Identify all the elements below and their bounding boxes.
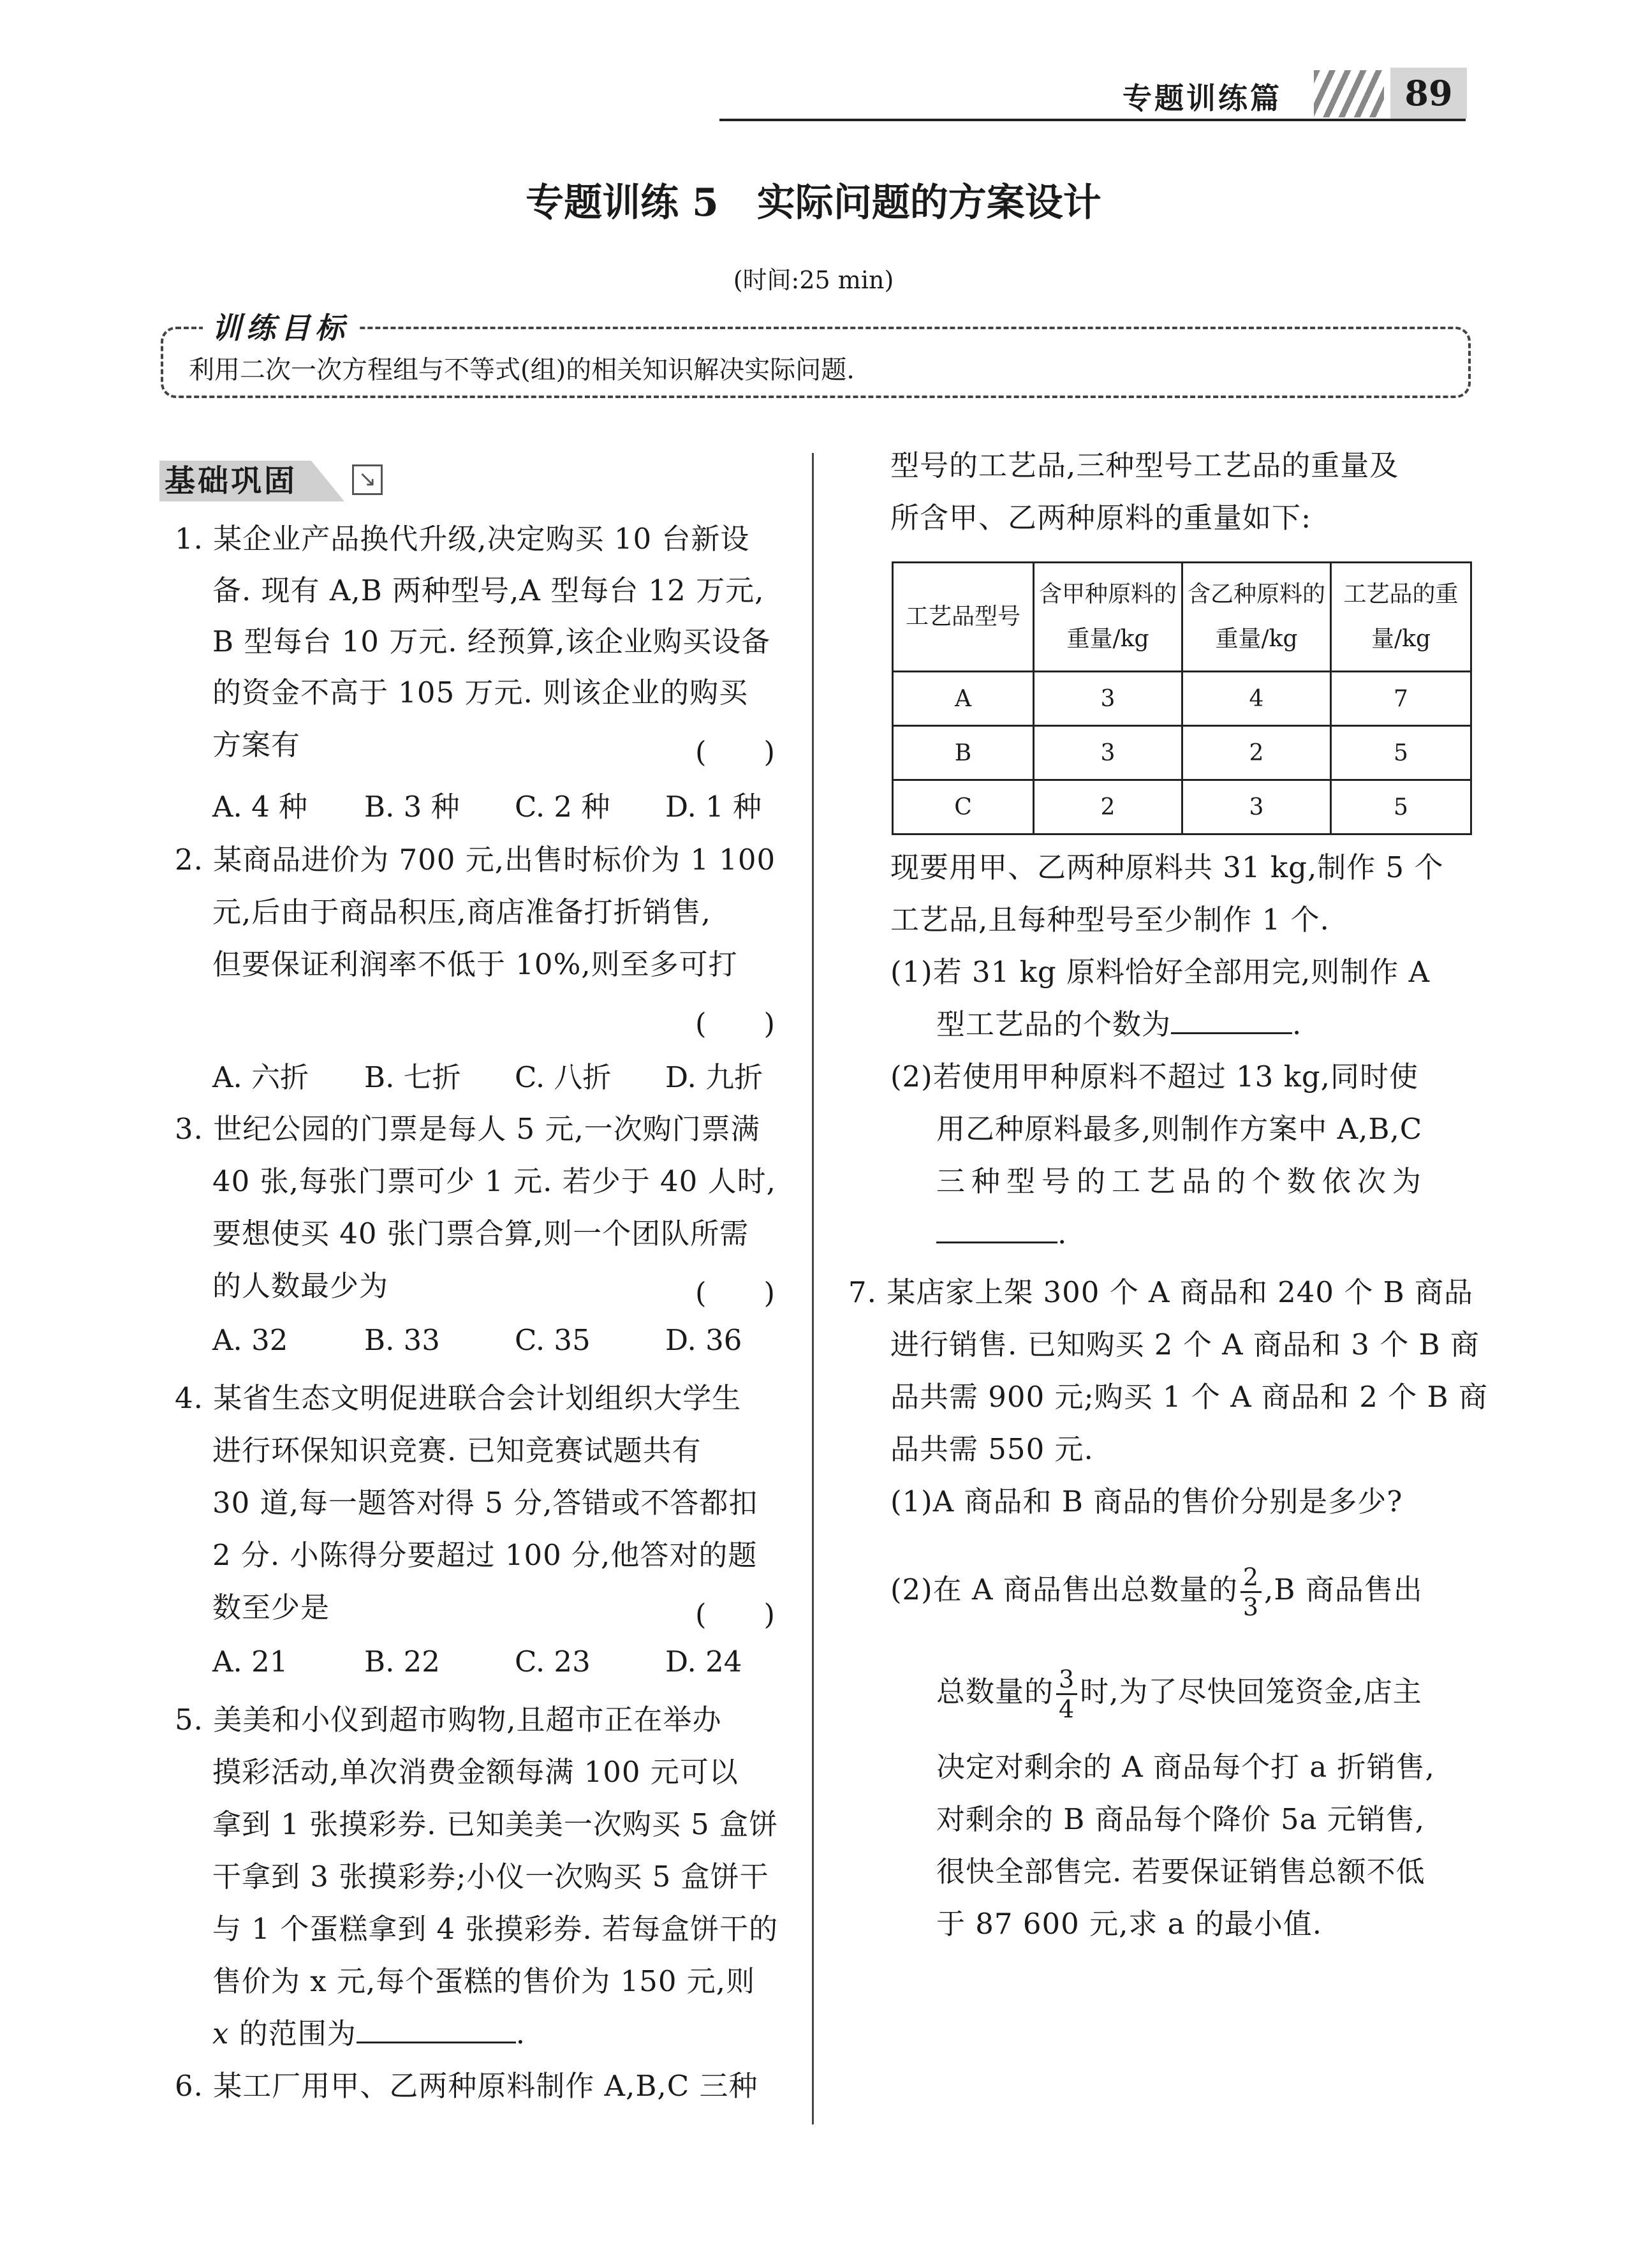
answer-blank[interactable] bbox=[357, 2042, 516, 2043]
q3-line: 3. 世纪公园的门票是每人 5 元,一次购门票满 bbox=[175, 1112, 760, 1146]
q5-line: 拿到 1 张摸彩券. 已知美美一次购买 5 盒饼 bbox=[212, 1807, 779, 1841]
choice: D. 1 种 bbox=[665, 790, 762, 824]
frac-den: 4 bbox=[1059, 1695, 1075, 1723]
fraction-three-quarters bbox=[1056, 1665, 1077, 1723]
q3-line: 要想使买 40 张门票合算,则一个团队所需 bbox=[212, 1217, 749, 1250]
q3-choices bbox=[212, 1323, 742, 1357]
choice: D. 36 bbox=[665, 1323, 742, 1357]
q4-line: 数至少是 bbox=[212, 1590, 330, 1624]
q7-text: 时,为了尽快回笼资金,店主 bbox=[1080, 1675, 1422, 1708]
table-cell: 2 bbox=[1182, 726, 1331, 780]
table-header-cell: 含乙种原料的重量/kg bbox=[1182, 563, 1331, 672]
q6-line: 现要用甲、乙两种原料共 31 kg,制作 5 个 bbox=[890, 850, 1444, 884]
table-cell: B bbox=[893, 726, 1034, 780]
q7-sub2-line: 很快全部售完. 若要保证销售总额不低 bbox=[936, 1855, 1425, 1888]
q6-line: 型号的工艺品,三种型号工艺品的重量及 bbox=[890, 448, 1399, 482]
q3-answer-paren: ( ) bbox=[695, 1276, 776, 1310]
choice: C. 八折 bbox=[515, 1060, 612, 1094]
fraction-two-thirds bbox=[1240, 1563, 1262, 1621]
choice: A. 4 种 bbox=[212, 790, 308, 824]
q1-line: B 型每台 10 万元. 经预算,该企业购买设备 bbox=[212, 625, 771, 658]
table-cell: 4 bbox=[1182, 672, 1331, 726]
q6-sub2-line: (2)若使用甲种原料不超过 13 kg,同时使 bbox=[890, 1060, 1418, 1093]
q7-line: 7. 某店家上架 300 个 A 商品和 240 个 B 商品 bbox=[848, 1275, 1474, 1309]
q6-sub1-text: 型工艺品的个数为 bbox=[936, 1007, 1172, 1041]
q1-line: 方案有 bbox=[212, 728, 301, 762]
q7-line: 进行销售. 已知购买 2 个 A 商品和 3 个 B 商 bbox=[890, 1328, 1480, 1361]
header-rule bbox=[719, 119, 1466, 121]
arrow-icon: ↘ bbox=[352, 464, 383, 495]
q3-line: 40 张,每张门票可少 1 元. 若少于 40 人时, bbox=[212, 1164, 776, 1198]
section-title: 基础巩固 bbox=[165, 463, 298, 499]
choice: C. 23 bbox=[515, 1645, 591, 1679]
goal-heading: 训练目标 bbox=[203, 305, 358, 347]
q6-sub2-end: . bbox=[1057, 1217, 1068, 1250]
time-limit: (时间:25 min) bbox=[733, 266, 894, 294]
choice: D. 九折 bbox=[665, 1060, 763, 1094]
q2-choices bbox=[212, 1054, 763, 1095]
choice: B. 22 bbox=[364, 1645, 440, 1679]
choice: B. 3 种 bbox=[364, 790, 460, 824]
q1-line: 的资金不高于 105 万元. 则该企业的购买 bbox=[212, 676, 749, 709]
page-title: 专题训练 5 实际问题的方案设计 bbox=[526, 181, 1101, 225]
frac-num: 2 bbox=[1240, 1563, 1262, 1593]
q4-choices bbox=[212, 1645, 742, 1679]
materials-table bbox=[892, 561, 1472, 835]
q6-sub2-line: 用乙种原料最多,则制作方案中 A,B,C bbox=[936, 1112, 1423, 1146]
table-row bbox=[893, 780, 1471, 834]
frac-num: 3 bbox=[1056, 1665, 1077, 1695]
table-row bbox=[893, 726, 1471, 780]
variable-x: x bbox=[212, 2017, 230, 2050]
choice: B. 七折 bbox=[364, 1060, 461, 1094]
q2-line: 元,后由于商品积压,商店准备打折销售, bbox=[212, 895, 711, 929]
q7-text: 总数量的 bbox=[936, 1675, 1054, 1708]
q1-answer-paren: ( ) bbox=[695, 735, 776, 769]
q7-line: 品共需 550 元. bbox=[890, 1432, 1094, 1466]
answer-blank[interactable] bbox=[1171, 1032, 1292, 1034]
q5-text: 的范围为 bbox=[229, 2017, 357, 2050]
table-header-cell: 工艺品的重量/kg bbox=[1331, 563, 1471, 672]
q1-line: 备. 现有 A,B 两种型号,A 型每台 12 万元, bbox=[212, 574, 765, 607]
q4-line: 4. 某省生态文明促进联合会计划组织大学生 bbox=[175, 1381, 742, 1415]
answer-blank[interactable] bbox=[936, 1241, 1057, 1243]
choice: D. 24 bbox=[665, 1645, 742, 1679]
q6-line: 所含甲、乙两种原料的重量如下: bbox=[890, 501, 1312, 535]
choice: C. 35 bbox=[515, 1323, 591, 1357]
q4-line: 2 分. 小陈得分要超过 100 分,他答对的题 bbox=[212, 1538, 758, 1572]
q5-line: 与 1 个蛋糕拿到 4 张摸彩券. 若每盒饼干的 bbox=[212, 1912, 779, 1946]
q5-last-line bbox=[212, 2015, 526, 2053]
header-stripes bbox=[1314, 70, 1384, 117]
q4-line: 30 道,每一题答对得 5 分,答错或不答都扣 bbox=[212, 1486, 758, 1520]
choice: B. 33 bbox=[364, 1323, 440, 1357]
q5-line: 干拿到 3 张摸彩券;小仪一次购买 5 盒饼干 bbox=[212, 1860, 769, 1894]
q1-line: 1. 某企业产品换代升级,决定购买 10 台新设 bbox=[175, 522, 750, 556]
table-cell: 5 bbox=[1331, 726, 1471, 780]
choice: C. 2 种 bbox=[515, 790, 610, 824]
goal-text: 利用二次一次方程组与不等式(组)的相关知识解决实际问题. bbox=[189, 355, 855, 385]
q5-line: 售价为 x 元,每个蛋糕的售价为 150 元,则 bbox=[212, 1964, 756, 1998]
q2-answer-paren: ( ) bbox=[695, 1007, 776, 1041]
choice: A. 21 bbox=[212, 1645, 288, 1679]
q6-line: 工艺品,且每种型号至少制作 1 个. bbox=[890, 903, 1330, 937]
q3-line: 的人数最少为 bbox=[212, 1269, 389, 1303]
header-label: 专题训练篇 bbox=[1123, 81, 1282, 115]
column-divider bbox=[812, 453, 814, 2124]
table-row bbox=[893, 672, 1471, 726]
table-cell: 3 bbox=[1034, 672, 1182, 726]
q2-line: 但要保证利润率不低于 10%,则至多可打 bbox=[212, 947, 738, 981]
q6-sub1-line: (1)若 31 kg 原料恰好全部用完,则制作 A bbox=[890, 955, 1431, 989]
q6-line: 6. 某工厂用甲、乙两种原料制作 A,B,C 三种 bbox=[175, 2069, 758, 2103]
table-cell: 3 bbox=[1182, 780, 1331, 834]
frac-den: 3 bbox=[1242, 1593, 1260, 1621]
table-cell: 2 bbox=[1034, 780, 1182, 834]
q7-sub2-line bbox=[890, 1563, 1423, 1621]
q6-sub1-end: . bbox=[1292, 1007, 1302, 1041]
table-cell: 3 bbox=[1034, 726, 1182, 780]
q6-sub2-blank-line bbox=[936, 1215, 1067, 1253]
q7-sub1: (1)A 商品和 B 商品的售价分别是多少? bbox=[890, 1485, 1403, 1518]
q4-answer-paren: ( ) bbox=[695, 1597, 776, 1631]
choice: A. 六折 bbox=[212, 1060, 309, 1094]
table-cell: 5 bbox=[1331, 780, 1471, 834]
q7-sub2-line: 于 87 600 元,求 a 的最小值. bbox=[936, 1907, 1323, 1941]
q7-text: ,B 商品售出 bbox=[1264, 1573, 1423, 1606]
q7-line: 品共需 900 元;购买 1 个 A 商品和 2 个 B 商 bbox=[890, 1380, 1488, 1414]
q2-line: 2. 某商品进价为 700 元,出售时标价为 1 100 bbox=[175, 843, 776, 877]
q6-sub1-line bbox=[936, 1005, 1302, 1044]
q4-line: 进行环保知识竞赛. 已知竞赛试题共有 bbox=[212, 1434, 702, 1467]
page-number: 89 bbox=[1390, 68, 1467, 119]
table-header-cell: 含甲种原料的重量/kg bbox=[1034, 563, 1182, 672]
q5-end: . bbox=[515, 2017, 526, 2050]
table-header-cell: 工艺品型号 bbox=[893, 563, 1034, 672]
q1-choices bbox=[212, 783, 762, 825]
q7-sub2-line bbox=[936, 1665, 1422, 1723]
q7-sub2-line: 对剩余的 B 商品每个降价 5a 元销售, bbox=[936, 1802, 1425, 1836]
q7-sub2-line: 决定对剩余的 A 商品每个打 a 折销售, bbox=[936, 1750, 1435, 1784]
choice: A. 32 bbox=[212, 1323, 288, 1357]
q7-text: (2)在 A 商品售出总数量的 bbox=[890, 1573, 1238, 1606]
table-cell: C bbox=[893, 780, 1034, 834]
table-cell: 7 bbox=[1331, 672, 1471, 726]
table-header-row bbox=[893, 563, 1471, 672]
q5-line: 5. 美美和小仪到超市购物,且超市正在举办 bbox=[175, 1703, 722, 1737]
q5-line: 摸彩活动,单次消费金额每满 100 元可以 bbox=[212, 1755, 739, 1789]
q6-sub2-line: 三种型号的工艺品的个数依次为 bbox=[936, 1164, 1428, 1198]
table-cell: A bbox=[893, 672, 1034, 726]
